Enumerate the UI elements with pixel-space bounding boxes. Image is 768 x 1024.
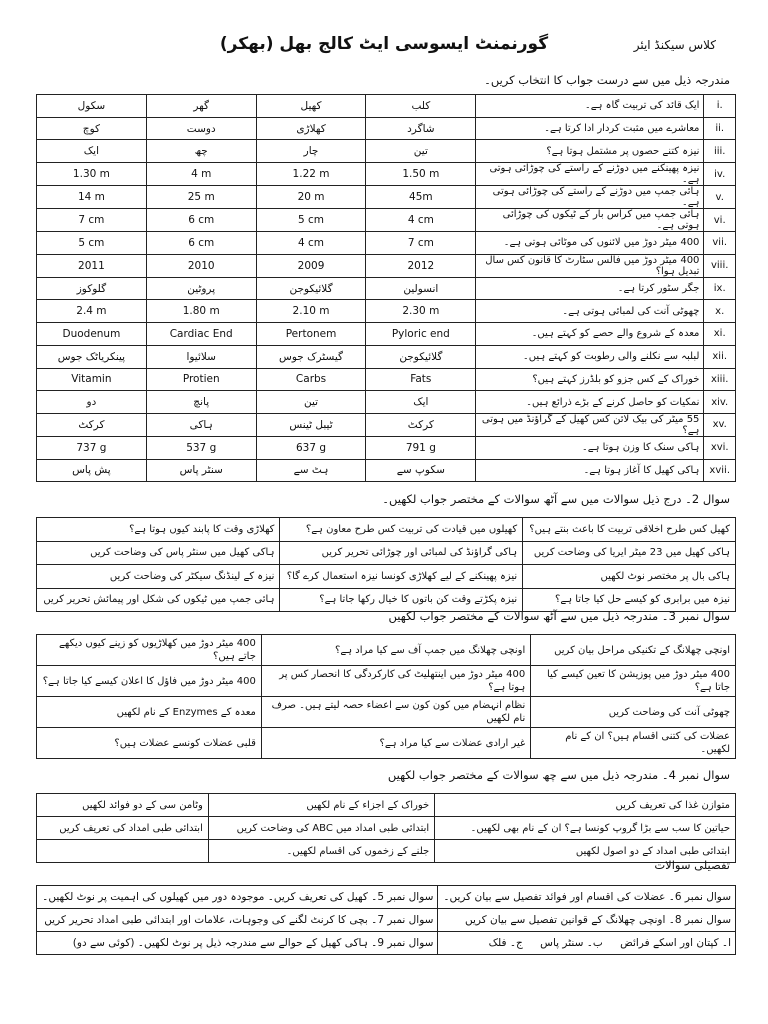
option-a: 2.30 m bbox=[366, 300, 476, 323]
mcq-row bbox=[37, 186, 736, 209]
option-c: سلائیوا bbox=[146, 345, 256, 368]
question-text: لبلبہ سے نکلنے والی رطوبت کو کہتے ہیں۔ bbox=[476, 345, 704, 368]
mcq-row bbox=[37, 436, 736, 459]
option-c: 6 cm bbox=[146, 232, 256, 255]
option-d: 737 g bbox=[37, 436, 147, 459]
option-a: 1.50 m bbox=[366, 163, 476, 186]
short-question: کھلاڑی وقت کا پابند کیوں ہوتا ہے؟ bbox=[37, 518, 280, 542]
option-c: 6 cm bbox=[146, 209, 256, 232]
short-question: 400 میٹر دوڑ میں پوزیشن کا تعین کیسے کیا جاتا ہے؟ bbox=[531, 666, 736, 697]
short-question: ہاکی بال پر مختصر نوٹ لکھیں bbox=[523, 565, 736, 589]
q9-option-a: ا۔ کپتان اور اسکے فرائض bbox=[620, 937, 731, 949]
q9-options bbox=[438, 932, 736, 955]
table-row bbox=[37, 840, 736, 863]
table-row bbox=[37, 817, 736, 840]
short-question: 400 میٹر دوڑ میں فاؤل کا اعلان کیسے کیا جاتا ہے؟ bbox=[37, 666, 262, 697]
option-a: سکوپ سے bbox=[366, 459, 476, 482]
option-b: 637 g bbox=[256, 436, 366, 459]
option-d: 2011 bbox=[37, 254, 147, 277]
short-question: نیزہ کے لینڈنگ سیکٹر کی وضاحت کریں bbox=[37, 565, 280, 589]
table-row bbox=[37, 635, 736, 666]
option-d: گلوکوز bbox=[37, 277, 147, 300]
mcq-row bbox=[37, 163, 736, 186]
question-number: vi. bbox=[704, 209, 736, 232]
mcq-row bbox=[37, 140, 736, 163]
mcq-row bbox=[37, 368, 736, 391]
option-c: 1.80 m bbox=[146, 300, 256, 323]
option-a: کرکٹ bbox=[366, 413, 476, 436]
option-c: سنٹر پاس bbox=[146, 459, 256, 482]
option-b: 2009 bbox=[256, 254, 366, 277]
option-b: 20 m bbox=[256, 186, 366, 209]
question-text: 55 میٹر کی بیک لائن کس کھیل کے گراؤنڈ میں ہوتی ہے؟ bbox=[476, 413, 704, 436]
mcq-row bbox=[37, 277, 736, 300]
table-row bbox=[37, 666, 736, 697]
table-row bbox=[37, 728, 736, 759]
short-question: خوراک کے اجزاء کے نام لکھیں bbox=[208, 794, 434, 817]
q6-cell: سوال نمبر 6۔ عضلات کی اقسام اور فوائد تفصیل سے بیان کریں۔ bbox=[438, 886, 736, 909]
short-question: 400 میٹر دوڑ میں اینتھلیٹ کی کارکردگی کا انحصار کس پر ہوتا ہے؟ bbox=[261, 666, 530, 697]
question-text: ہاکی سنک کا وزن ہوتا ہے۔ bbox=[476, 436, 704, 459]
option-d: 5 cm bbox=[37, 232, 147, 255]
q8-cell: سوال نمبر 8۔ اونچی چھلانگ کے قوانین تفصیل سے بیان کریں bbox=[438, 909, 736, 932]
mcq-row bbox=[37, 459, 736, 482]
short-question bbox=[37, 840, 209, 863]
question-text: ہائی جمپ میں دوڑنے کے راستے کی چوڑائی ہوتی ہے۔ bbox=[476, 186, 704, 209]
question-number: xiii. bbox=[704, 368, 736, 391]
question-number: ii. bbox=[704, 117, 736, 140]
option-b: ٹیبل ٹینس bbox=[256, 413, 366, 436]
question-number: xv. bbox=[704, 413, 736, 436]
short-question: ہاکی کھیل میں 23 میٹر ایریا کی وضاحت کریں bbox=[523, 541, 736, 565]
mcq-row bbox=[37, 323, 736, 346]
mcq-row bbox=[37, 95, 736, 118]
q3-table bbox=[36, 634, 736, 759]
option-a: انسولین bbox=[366, 277, 476, 300]
option-a: 7 cm bbox=[366, 232, 476, 255]
mcq-row bbox=[37, 117, 736, 140]
option-c: دوست bbox=[146, 117, 256, 140]
q9-option-c: ج۔ فلک bbox=[488, 937, 523, 949]
short-question: وٹامن سی کے دو فوائد لکھیں bbox=[37, 794, 209, 817]
short-question: قلبی عضلات کونسے عضلات ہیں؟ bbox=[37, 728, 262, 759]
mcq-row bbox=[37, 391, 736, 414]
option-c: 2010 bbox=[146, 254, 256, 277]
question-number: i. bbox=[704, 95, 736, 118]
option-d: پینکریاٹک جوس bbox=[37, 345, 147, 368]
option-a: 4 cm bbox=[366, 209, 476, 232]
question-number: iii. bbox=[704, 140, 736, 163]
option-d: کوچ bbox=[37, 117, 147, 140]
option-c: ہاکی bbox=[146, 413, 256, 436]
question-number: vii. bbox=[704, 232, 736, 255]
question-number: ix. bbox=[704, 277, 736, 300]
option-c: 537 g bbox=[146, 436, 256, 459]
short-question: نظام انہضام میں کون کون سے اعضاء حصہ لیتے ہیں۔ صرف نام لکھیں bbox=[261, 697, 530, 728]
question-text: 400 میٹر دوڑ میں لائنوں کی موٹائی ہوتی ہے۔ bbox=[476, 232, 704, 255]
question-number: xvi. bbox=[704, 436, 736, 459]
option-b: کھلاڑی bbox=[256, 117, 366, 140]
short-question: کھیل کس طرح اخلاقی تربیت کا باعث بنتے ہیں؟ bbox=[523, 518, 736, 542]
option-a: Pyloric end bbox=[366, 323, 476, 346]
option-a: 791 g bbox=[366, 436, 476, 459]
mcq-row bbox=[37, 209, 736, 232]
option-d: 7 cm bbox=[37, 209, 147, 232]
option-a: کلب bbox=[366, 95, 476, 118]
option-b: کھیل bbox=[256, 95, 366, 118]
option-a: شاگرد bbox=[366, 117, 476, 140]
short-question: غیر ارادی عضلات سے کیا مراد ہے؟ bbox=[261, 728, 530, 759]
question-text: ایک قائد کی تربیت گاہ ہے۔ bbox=[476, 95, 704, 118]
option-b: Carbs bbox=[256, 368, 366, 391]
table-row bbox=[37, 932, 736, 955]
option-d: 2.4 m bbox=[37, 300, 147, 323]
option-d: Vitamin bbox=[37, 368, 147, 391]
table-row bbox=[37, 909, 736, 932]
option-c: چھ bbox=[146, 140, 256, 163]
question-number: x. bbox=[704, 300, 736, 323]
option-b: Pertonem bbox=[256, 323, 366, 346]
option-b: 1.22 m bbox=[256, 163, 366, 186]
short-question: نیزہ پکڑتے وقت کن باتوں کا خیال رکھا جاتا ہے؟ bbox=[280, 588, 523, 612]
option-d: Duodenum bbox=[37, 323, 147, 346]
option-a: Fats bbox=[366, 368, 476, 391]
mcq-row bbox=[37, 345, 736, 368]
short-question: ہاکی کھیل میں سنٹر پاس کی وضاحت کریں bbox=[37, 541, 280, 565]
question-text: جگر سٹور کرتا ہے۔ bbox=[476, 277, 704, 300]
question-text: ہاکی کھیل کا آغاز ہوتا ہے۔ bbox=[476, 459, 704, 482]
option-c: Protien bbox=[146, 368, 256, 391]
q9-cell: سوال نمبر 9۔ ہاکی کھیل کے حوالے سے مندرجہ ذیل پر نوٹ لکھیں۔ (کوئی سے دو) bbox=[37, 932, 438, 955]
option-d: پش پاس bbox=[37, 459, 147, 482]
short-question: ہائی جمپ میں ٹیکوں کی شکل اور پیمائش تحریر کریں bbox=[37, 588, 280, 612]
mcq-row bbox=[37, 413, 736, 436]
option-d: دو bbox=[37, 391, 147, 414]
short-question: ہاکی گراؤنڈ کی لمبائی اور چوڑائی تحریر کریں bbox=[280, 541, 523, 565]
question-text: نیزہ کتنے حصوں پر مشتمل ہوتا ہے؟ bbox=[476, 140, 704, 163]
option-a: 45m bbox=[366, 186, 476, 209]
table-row bbox=[37, 565, 736, 589]
short-question: چھوٹی آنت کی وضاحت کریں bbox=[531, 697, 736, 728]
q5-cell: سوال نمبر 5۔ کھیل کی تعریف کریں۔ موجودہ دور میں کھیلوں کی اہمیت پر نوٹ لکھیں۔ bbox=[37, 886, 438, 909]
table-row bbox=[37, 541, 736, 565]
short-question: ابتدائی طبی امداد میں ABC کی وضاحت کریں bbox=[208, 817, 434, 840]
short-question: معدہ کے Enzymes کے نام لکھیں bbox=[37, 697, 262, 728]
short-question: عضلات کی کتنی اقسام ہیں؟ ان کے نام لکھیں۔ bbox=[531, 728, 736, 759]
question-number: iv. bbox=[704, 163, 736, 186]
question-number: xiv. bbox=[704, 391, 736, 414]
option-c: 25 m bbox=[146, 186, 256, 209]
q4-instruction: سوال نمبر 4۔ مندرجہ ذیل میں سے چھ سوالات کے مختصر جواب لکھیں bbox=[387, 768, 730, 782]
short-question: متوازن غذا کی تعریف کریں bbox=[435, 794, 736, 817]
detailed-heading: تفصیلی سوالات bbox=[654, 858, 730, 872]
detailed-questions-table bbox=[36, 885, 736, 955]
question-text: ہائی جمپ میں کراس بار کے ٹیکوں کی چوڑائی ہوتی ہے۔ bbox=[476, 209, 704, 232]
question-text: معاشرے میں مثبت کردار ادا کرتا ہے۔ bbox=[476, 117, 704, 140]
short-question: ابتدائی طبی امداد کی تعریف کریں bbox=[37, 817, 209, 840]
short-question: اونچی چھلانگ کے تکنیکی مراحل بیان کریں bbox=[531, 635, 736, 666]
option-c: گھر bbox=[146, 95, 256, 118]
question-number: viii. bbox=[704, 254, 736, 277]
option-d: 14 m bbox=[37, 186, 147, 209]
question-text: خوراک کے کس جزو کو بلڈرز کہتے ہیں؟ bbox=[476, 368, 704, 391]
short-question: حیاتین کا سب سے بڑا گروپ کونسا ہے؟ ان کے نام بھی لکھیں۔ bbox=[435, 817, 736, 840]
mcq-row bbox=[37, 254, 736, 277]
question-number: xii. bbox=[704, 345, 736, 368]
q9-option-b: ب۔ سنٹر پاس bbox=[540, 937, 603, 949]
short-question: اونچی چھلانگ میں جمپ آف سے کیا مراد ہے؟ bbox=[261, 635, 530, 666]
option-b: چار bbox=[256, 140, 366, 163]
table-row bbox=[37, 697, 736, 728]
table-row bbox=[37, 794, 736, 817]
short-question: کھیلوں میں قیادت کی تربیت کس طرح معاون ہے؟ bbox=[280, 518, 523, 542]
q2-instruction: سوال 2۔ درج ذیل سوالات میں سے آٹھ سوالات کے مختصر جواب لکھیں۔ bbox=[382, 492, 730, 506]
mcq-row bbox=[37, 300, 736, 323]
option-b: تین bbox=[256, 391, 366, 414]
option-d: ایک bbox=[37, 140, 147, 163]
option-a: تین bbox=[366, 140, 476, 163]
table-row bbox=[37, 518, 736, 542]
option-b: 2.10 m bbox=[256, 300, 366, 323]
option-b: ہٹ سے bbox=[256, 459, 366, 482]
q3-instruction: سوال نمبر 3۔ مندرجہ ذیل میں سے آٹھ سوالات کے مختصر جواب لکھیں bbox=[388, 609, 730, 623]
q2-table bbox=[36, 517, 736, 612]
short-question: نیزہ میں برابری کو کیسے حل کیا جاتا ہے؟ bbox=[523, 588, 736, 612]
option-d: سکول bbox=[37, 95, 147, 118]
page-title: گورنمنٹ ایسوسی ایٹ کالج بھل (بھکر) bbox=[219, 34, 549, 54]
mcq-table bbox=[36, 94, 736, 482]
q4-table bbox=[36, 793, 736, 863]
option-b: گلائیکوجن bbox=[256, 277, 366, 300]
question-text: معدہ کے شروع والے حصے کو کہتے ہیں۔ bbox=[476, 323, 704, 346]
question-number: xi. bbox=[704, 323, 736, 346]
class-label: کلاس سیکنڈ ایئر bbox=[633, 38, 716, 52]
short-question: 400 میٹر دوڑ میں کھلاڑیوں کو زینے کیوں دیکھے جاتے ہیں؟ bbox=[37, 635, 262, 666]
option-a: ایک bbox=[366, 391, 476, 414]
option-d: کرکٹ bbox=[37, 413, 147, 436]
option-c: پانچ bbox=[146, 391, 256, 414]
question-text: نیزہ پھینکنے میں دوڑنے کے راستے کی چوڑائی ہوتی ہے۔ bbox=[476, 163, 704, 186]
short-question: نیزہ پھینکنے کے لیے کھلاڑی کونسا نیزہ استعمال کرے گا؟ bbox=[280, 565, 523, 589]
q1-instruction: مندرجہ ذیل میں سے درست جواب کا انتخاب کریں۔ bbox=[484, 73, 730, 87]
table-row bbox=[37, 886, 736, 909]
option-b: 5 cm bbox=[256, 209, 366, 232]
option-c: Cardiac End bbox=[146, 323, 256, 346]
option-a: گلائیکوجن bbox=[366, 345, 476, 368]
short-question: ابتدائی طبی امداد کے دو اصول لکھیں bbox=[435, 840, 736, 863]
option-c: 4 m bbox=[146, 163, 256, 186]
question-text: نمکیات کو حاصل کرنے کے بڑے ذرائع ہیں۔ bbox=[476, 391, 704, 414]
short-question: جلنے کے زخموں کی اقسام لکھیں۔ bbox=[208, 840, 434, 863]
question-number: v. bbox=[704, 186, 736, 209]
option-b: 4 cm bbox=[256, 232, 366, 255]
table-row bbox=[37, 588, 736, 612]
option-b: گیسٹرک جوس bbox=[256, 345, 366, 368]
question-text: چھوٹی آنت کی لمبائی ہوتی ہے۔ bbox=[476, 300, 704, 323]
question-number: xvii. bbox=[704, 459, 736, 482]
option-a: 2012 bbox=[366, 254, 476, 277]
option-d: 1.30 m bbox=[37, 163, 147, 186]
question-text: 400 میٹر دوڑ میں فالس سٹارٹ کا قانون کس سال تبدیل ہوا؟ bbox=[476, 254, 704, 277]
mcq-row bbox=[37, 232, 736, 255]
option-c: پروٹین bbox=[146, 277, 256, 300]
q7-cell: سوال نمبر 7۔ بچی کا کرنٹ لگنے کی وجوہات، علامات اور ابتدائی طبی امداد تحریر کریں bbox=[37, 909, 438, 932]
